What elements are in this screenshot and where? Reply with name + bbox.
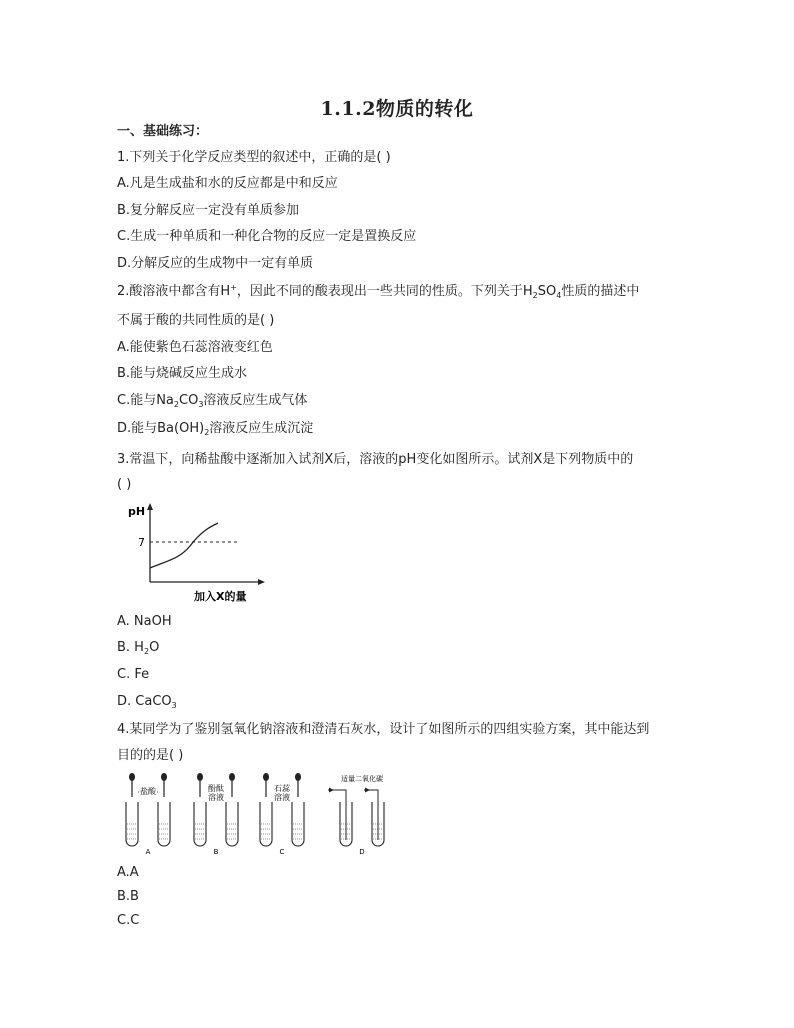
reagent-label-b-line1: 酚酞 bbox=[208, 784, 224, 793]
q2-option-a: A.能使紫色石蕊溶液变红色 bbox=[117, 340, 273, 355]
q2-stem-line2: 不属于酸的共同性质的是( ) bbox=[117, 313, 275, 328]
reagent-label-d: 适量二氧化碳 bbox=[341, 775, 383, 783]
experiment-group-b bbox=[194, 773, 238, 856]
caption-b: B bbox=[213, 848, 219, 856]
q2-stem-line1: 2.酸溶液中都含有H+，因此不同的酸表现出一些共同的性质。下列关于$H_2SO_4$性质的描述中 bbox=[117, 283, 640, 300]
q1-option-d: D.分解反应的生成物中一定有单质 bbox=[117, 256, 314, 271]
q2-option-b: B.能与烧碱反应生成水 bbox=[117, 366, 248, 381]
test-tube-icon bbox=[226, 802, 238, 846]
dropper-icon bbox=[129, 773, 135, 797]
ph-graph-xlabel: 加入X的量 bbox=[194, 590, 247, 603]
q1-option-b: B.复分解反应一定没有单质参加 bbox=[117, 203, 300, 218]
q3-stem-line2: ( ) bbox=[117, 477, 132, 492]
dropper-icon bbox=[295, 773, 301, 797]
caption-a: A bbox=[145, 848, 151, 856]
q1-option-c: C.生成一种单质和一种化合物的反应一定是置换反应 bbox=[117, 229, 417, 244]
dropper-icon bbox=[197, 773, 203, 797]
dropper-icon bbox=[161, 773, 167, 797]
q4-option-c: C.C bbox=[117, 913, 140, 928]
q4-option-a: A.A bbox=[117, 865, 139, 880]
test-tube-icon bbox=[158, 802, 170, 846]
reagent-label-c-line2: 溶液 bbox=[274, 793, 290, 802]
experiment-group-a bbox=[126, 773, 170, 856]
q4-option-b: B.B bbox=[117, 889, 139, 904]
ph-graph-ytick-7: 7 bbox=[138, 536, 145, 549]
reagent-label-c-line1: 石蕊 bbox=[274, 784, 290, 793]
q1-stem: 1.下列关于化学反应类型的叙述中，正确的是( ) bbox=[117, 150, 391, 165]
ph-graph-ylabel: pH bbox=[128, 505, 146, 518]
y-axis-arrow-icon bbox=[147, 503, 153, 510]
caption-d: D bbox=[359, 848, 365, 856]
page-title: 1.1.2物质的转化 bbox=[320, 98, 474, 120]
section-heading: 一、基础练习： bbox=[117, 124, 209, 139]
q3-option-c: C. Fe bbox=[117, 667, 150, 682]
q1-option-a: A.凡是生成盐和水的反应都是中和反应 bbox=[117, 176, 338, 191]
reagent-label-a: 盐酸 bbox=[140, 787, 156, 796]
experiment-group-d bbox=[328, 774, 384, 856]
q4-stem-line2: 目的的是( ) bbox=[117, 748, 184, 763]
test-tube-icon bbox=[126, 802, 138, 846]
reagent-label-b-line2: 溶液 bbox=[208, 793, 224, 802]
gas-arrow-icon bbox=[365, 788, 370, 793]
q3-option-b: B. $H_2O$ bbox=[117, 640, 160, 656]
q2-option-c: C.能与$Na_2CO_3$溶液反应生成气体 bbox=[117, 393, 308, 409]
dropper-icon bbox=[263, 773, 269, 797]
ph-curve bbox=[150, 523, 218, 568]
q3-stem-line1: 3.常温下，向稀盐酸中逐渐加入试剂X后，溶液的pH变化如图所示。试剂X是下列物质中的 bbox=[117, 452, 634, 467]
experiment-group-c bbox=[260, 773, 304, 856]
test-tube-icon bbox=[292, 802, 304, 846]
experiment-figure bbox=[118, 770, 388, 860]
gas-arrow-icon bbox=[329, 788, 334, 793]
dropper-icon bbox=[229, 773, 235, 797]
test-tube-icon bbox=[194, 802, 206, 846]
q2-option-d: D.能与$Ba(OH)_2$溶液反应生成沉淀 bbox=[117, 421, 314, 437]
q4-stem-line1: 4.某同学为了鉴别氢氧化钠溶液和澄清石灰水，设计了如图所示的四组实验方案，其中能达到 bbox=[117, 722, 650, 737]
x-axis-arrow-icon bbox=[258, 579, 265, 585]
ph-graph bbox=[122, 502, 272, 606]
caption-c: C bbox=[279, 848, 285, 856]
q3-option-d: D. CaCO$_3$ bbox=[117, 694, 177, 710]
q3-option-a: A. NaOH bbox=[117, 614, 172, 629]
test-tube-icon bbox=[260, 802, 272, 846]
